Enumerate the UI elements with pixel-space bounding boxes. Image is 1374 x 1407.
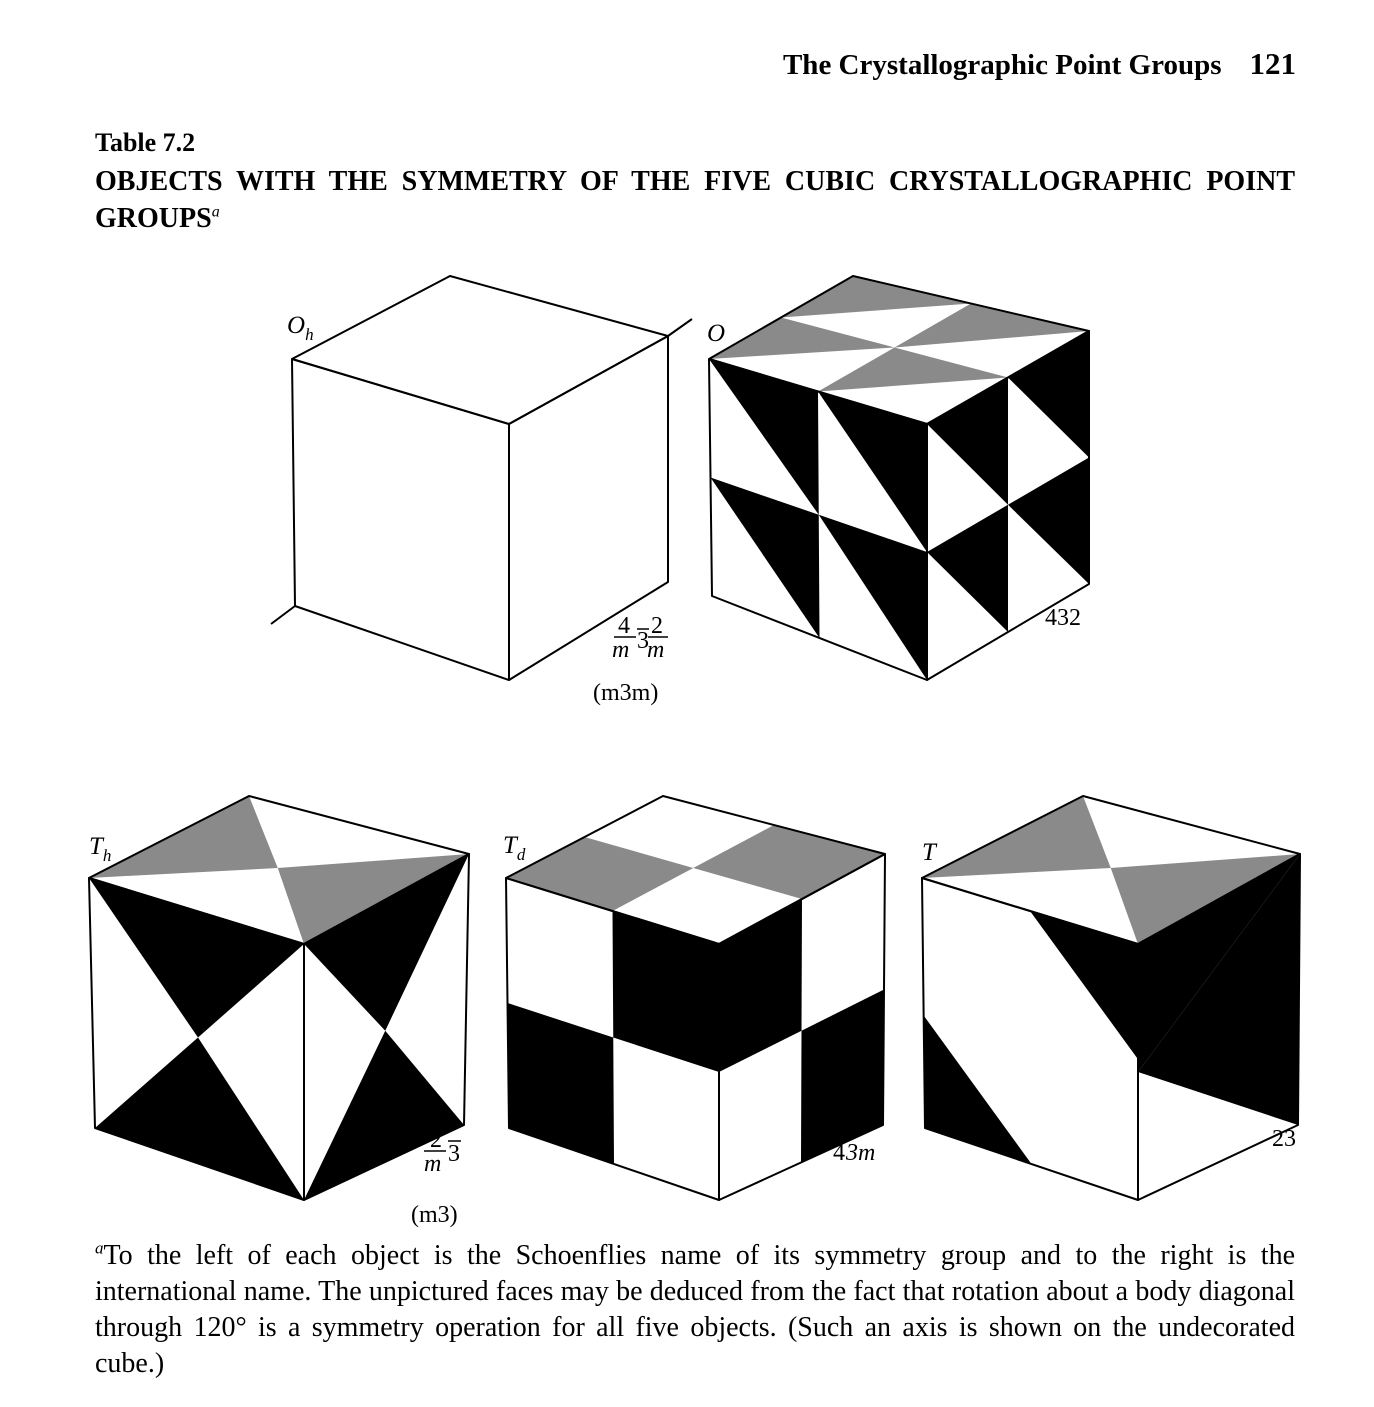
oh-short-symbol: (m3m)	[593, 680, 659, 706]
svg-text:m: m	[424, 1151, 442, 1177]
svg-text:2: 2	[651, 613, 663, 639]
svg-text:2: 2	[430, 1127, 442, 1153]
svg-text:3: 3	[637, 628, 649, 654]
cube-faces	[89, 276, 1300, 1200]
footnote-mark: a	[95, 1238, 104, 1258]
o-schoenflies-label: O	[707, 320, 726, 347]
td-schoenflies-label: $T_d$	[503, 832, 526, 864]
o-international-label: 432	[1045, 605, 1081, 631]
th-schoenflies-label: $T_h$	[89, 833, 112, 865]
running-head-title: The Crystallographic Point Groups	[782, 49, 1222, 81]
svg-text:4: 4	[833, 1140, 845, 1166]
svg-text:3: 3	[448, 1141, 460, 1167]
table-label: Table 7.2	[95, 128, 196, 157]
t-schoenflies-label: T	[922, 839, 936, 866]
th-short-symbol: (m3)	[411, 1202, 458, 1228]
svg-text:m: m	[612, 637, 630, 663]
oh-axis-bottom	[271, 606, 295, 624]
oh-international-label	[612, 613, 668, 663]
t-top-triangle	[922, 796, 1111, 878]
svg-text:m: m	[647, 637, 665, 663]
td-international-label	[832, 1140, 875, 1166]
table-title-text: OBJECTS WITH THE SYMMETRY OF THE FIVE CUBIC CRYSTALLOGRAPHIC POINT GROUPS	[95, 166, 1295, 234]
table-title-footnote-mark: a	[211, 203, 220, 221]
page-number: 121	[1249, 46, 1296, 81]
svg-text:3m: 3m	[846, 1140, 876, 1166]
t-international-label: 23	[1272, 1126, 1296, 1152]
svg-text:4: 4	[618, 613, 630, 639]
oh-schoenflies-label: $O_h$	[287, 312, 314, 344]
footnote	[95, 1238, 1295, 1382]
footnote-text: To the left of each object is the Schoenflies name of its symmetry group and to the right is the international name. The unpictured faces may be deduced from the fact that rotation about a body diagonal through 120° is a symmetry operation for all five objects. (Such an axis is shown on the undecorated cube.)	[95, 1240, 1295, 1379]
oh-axis-top	[668, 319, 692, 336]
th-top-triangle	[89, 796, 278, 878]
